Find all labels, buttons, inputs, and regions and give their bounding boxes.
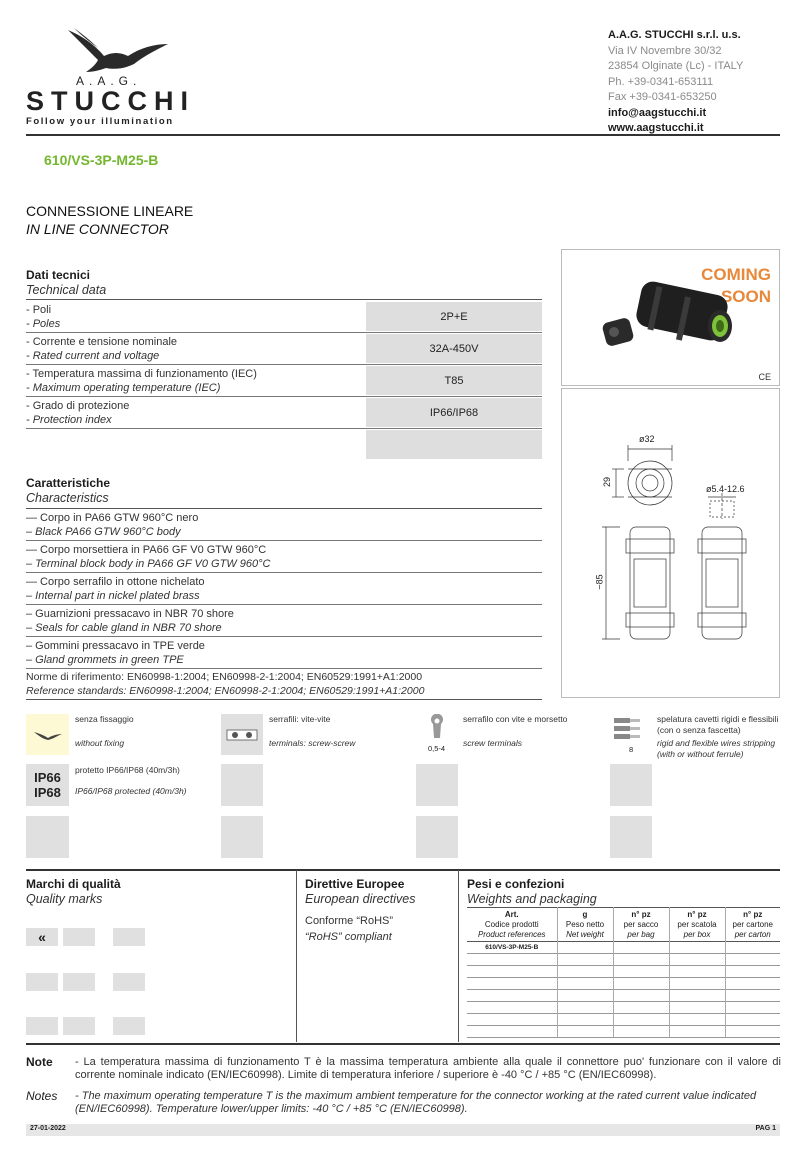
char-row [26, 573, 542, 605]
dim-height: 29 [602, 476, 613, 488]
icon-placeholder [416, 764, 458, 806]
col-carton [725, 908, 780, 942]
tech-label-it: - Poli [26, 304, 52, 316]
email-link[interactable]: info@aagstucchi.it [608, 106, 707, 119]
row-article: 610/VS-3P-M25-B [467, 942, 557, 954]
quality-placeholder [63, 928, 95, 946]
col-box [669, 908, 725, 942]
product-image-box [561, 249, 780, 386]
table-row [467, 966, 780, 978]
tech-value: T85 [366, 366, 542, 395]
header-l2: per box [683, 929, 711, 939]
terminals-icon [221, 714, 263, 755]
quality-placeholder [26, 973, 58, 991]
table-row [467, 978, 780, 990]
ip-rating-icon [26, 764, 69, 806]
chars-title-en: Characteristics [26, 491, 109, 505]
table-row [467, 1014, 780, 1026]
quality-placeholder [63, 1017, 95, 1035]
tech-row-poles [26, 301, 542, 333]
char-it: — Corpo serrafilo in ottone nichelato [26, 576, 205, 588]
product-code: 610/VS-3P-M25-B [44, 152, 159, 168]
tech-value-empty [366, 430, 542, 459]
terminals-label-it: serrafili: vite-vite [269, 714, 331, 724]
quality-title-en: Quality marks [26, 892, 103, 906]
tech-row-temperature [26, 365, 542, 397]
quality-mark-icon: « [26, 928, 58, 946]
char-it: – Guarnizioni pressacavo in NBR 70 shore [26, 608, 234, 620]
header-l1: per cartone [732, 919, 773, 929]
packaging-title-en: Weights and packaging [467, 892, 597, 906]
header-l2: per bag [627, 929, 655, 939]
tech-value: IP66/IP68 [366, 398, 542, 427]
no-fixing-label-en: without fixing [75, 738, 125, 748]
header-l1: Codice prodotti [484, 919, 539, 929]
icon-placeholder [610, 764, 652, 806]
quality-placeholder [63, 973, 95, 991]
ip68-text: IP68 [34, 785, 61, 800]
quality-title-it: Marchi di qualità [26, 877, 121, 891]
table-row [467, 990, 780, 1002]
no-fixing-icon [26, 714, 69, 755]
header-l1: per scatola [677, 919, 717, 929]
rohs-it: Conforme “RoHS” [305, 915, 394, 927]
char-row [26, 509, 542, 541]
char-it: — Corpo in PA66 GTW 960°C nero [26, 512, 199, 524]
company-info [608, 28, 743, 137]
tech-title-en: Technical data [26, 283, 107, 297]
quality-placeholder [113, 973, 145, 991]
header-l2: Product references [477, 929, 546, 939]
quality-placeholder [113, 1017, 145, 1035]
connector-photo-icon [602, 280, 737, 365]
header-bold: Art. [504, 909, 519, 919]
tech-label-en: - Maximum operating temperature (IEC) [26, 382, 221, 394]
notes-divider [26, 1043, 780, 1045]
wire-stripping-icon [610, 714, 652, 755]
char-it: – Gommini pressacavo in TPE verde [26, 640, 205, 652]
footer-date: 27-01-2022 [30, 1125, 66, 1132]
header-bold: n° pz [687, 909, 707, 919]
tech-label-en: - Rated current and voltage [26, 350, 160, 362]
wire-stripping-label-en [657, 738, 775, 760]
header-l1: Peso netto [565, 919, 605, 929]
eagle-small-icon [33, 728, 63, 742]
strip-it-2: (con o senza fascetta) [657, 725, 741, 735]
soon-text: SOON [720, 287, 771, 306]
tech-row-protection [26, 397, 542, 429]
bottom-divider [26, 869, 780, 871]
ip-label-en: IP66/IP68 protected (40m/3h) [75, 786, 187, 796]
char-en: – Seals for cable gland in NBR 70 shore [26, 622, 222, 634]
tech-label-it: - Corrente e tensione nominale [26, 336, 178, 348]
no-fixing-label-it: senza fissaggio [75, 714, 134, 724]
quality-placeholder [26, 1017, 58, 1035]
header-bold: n° pz [743, 909, 763, 919]
strip-en-1: rigid and flexible wires stripping [657, 738, 776, 748]
ce-mark: CE [758, 372, 771, 382]
col-bag [613, 908, 669, 942]
tech-label-en: - Protection index [26, 414, 112, 426]
footer-page: PAG 1 [755, 1125, 776, 1132]
chars-title-it: Caratteristiche [26, 476, 111, 490]
char-en: – Terminal block body in PA66 GF V0 GTW 960°C [26, 558, 271, 570]
reference-standards-it: Norme di riferimento: EN60998-1:2004; EN60998-2-1:2004; EN60529:1991+A1:2000 [26, 671, 423, 683]
directives-title-it: Direttive Europee [305, 877, 405, 891]
vertical-divider-1 [296, 870, 297, 1042]
tech-row-empty [26, 429, 542, 461]
product-title-it: CONNESSIONE LINEARE [26, 203, 194, 219]
screw-terminal-icon [416, 714, 458, 755]
coming-text: COMING [701, 265, 771, 284]
char-en: – Internal part in nickel plated brass [26, 590, 200, 602]
logo-tagline: Follow your illumination [26, 116, 174, 127]
logo-name: STUCCHI [26, 86, 195, 116]
icon-placeholder [221, 816, 263, 858]
header-bold: g [582, 909, 588, 919]
technical-drawing [562, 389, 781, 699]
screw-terminal-label-en: screw terminals [463, 738, 523, 748]
icon-placeholder [221, 764, 263, 806]
table-row [467, 954, 780, 966]
terminals-label-en: terminals: screw-screw [269, 738, 356, 748]
table-row [467, 1002, 780, 1014]
icon-placeholder [26, 816, 69, 858]
stripped-wires-icon [610, 714, 652, 744]
char-it: — Corpo morsettiera in PA66 GF V0 GTW 960°C [26, 544, 267, 556]
reference-standards-en: Reference standards: EN60998-1:2004; EN60998-2-1:2004; EN60529:1991+A1:2000 [26, 685, 425, 697]
screw-terminal-label-it: serrafilo con vite e morsetto [463, 714, 568, 724]
ip66-text: IP66 [34, 770, 61, 785]
tech-title-it: Dati tecnici [26, 268, 91, 282]
chars-bottom-divider [26, 699, 542, 700]
notes-label-it: Note [26, 1055, 53, 1069]
fax: Fax +39-0341-653250 [608, 91, 717, 103]
strip-en-2: (with or without ferrule) [657, 749, 744, 759]
col-weight [557, 908, 613, 942]
technical-drawing-box [561, 388, 780, 698]
tech-divider [26, 299, 542, 300]
eagle-icon [60, 26, 170, 74]
tech-value: 2P+E [366, 302, 542, 331]
header-l2: per carton [734, 929, 771, 939]
packaging-table [467, 907, 780, 1038]
dim-cable: ø5.4-12.6 [706, 484, 745, 494]
screw-screw-icon [226, 728, 258, 742]
char-en: – Gland grommets in green TPE [26, 654, 184, 666]
icon-placeholder [610, 816, 652, 858]
tech-row-current [26, 333, 542, 365]
col-article [467, 908, 557, 942]
company-logo [26, 26, 196, 130]
footer-bar [26, 1124, 780, 1136]
directives-title-en: European directives [305, 892, 416, 906]
char-en: – Black PA66 GTW 960°C body [26, 526, 181, 538]
char-row [26, 605, 542, 637]
table-row [467, 942, 780, 954]
strip-it-1: spelatura cavetti rigidi e flessibili [657, 714, 779, 724]
company-name: A.A.G. STUCCHI s.r.l. u.s. [608, 29, 741, 41]
notes-text-en: - The maximum operating temperature T is the maximum ambient temperature for the connector working at the rated current value indicated (EN/IEC60998). Temperature lower/upper limits: -40 °C / +85 °C (EN/IEC60998). [75, 1090, 757, 1115]
header-l2: Net weight [566, 929, 604, 939]
product-title-en: IN LINE CONNECTOR [26, 221, 169, 237]
address-line-2: 23854 Olginate (Lc) - ITALY [608, 60, 744, 72]
table-row [467, 1026, 780, 1038]
phone: Ph. +39-0341-653111 [608, 75, 714, 88]
notes-text-it: - La temperatura massima di funzionamento T è la massima temperatura ambiente alla quale il connettore puo' funzionare con il valore di corrente nominale indicato (EN/IEC60998). Limite di temperatura inferiore / superiore è -40 °C / +85 °C (EN/IEC60998). [75, 1056, 781, 1081]
website-link[interactable]: www.aagstucchi.it [608, 122, 704, 134]
quality-placeholder [113, 928, 145, 946]
tech-label-en: - Poles [26, 318, 61, 330]
tech-value: 32A-450V [366, 334, 542, 363]
packaging-title-it: Pesi e confezioni [467, 877, 565, 891]
dim-width: ø32 [639, 434, 655, 444]
header-bold: n° pz [631, 909, 651, 919]
screw-range: 0,5-4 [428, 744, 446, 753]
header-l1: per sacco [623, 919, 659, 929]
header-divider [26, 134, 780, 136]
strip-length: 8 [629, 745, 634, 754]
vertical-divider-2 [458, 870, 459, 1042]
ip-label-it: protetto IP66/IP68 (40m/3h) [75, 765, 180, 775]
rohs-en: “RoHS” compliant [305, 931, 392, 943]
address-line-1: Via IV Novembre 30/32 [608, 44, 722, 57]
dim-length: ~85 [594, 574, 605, 590]
tech-label-it: - Temperatura massima di funzionamento (IEC) [26, 368, 257, 380]
wire-stripping-label-it [657, 714, 778, 736]
ring-terminal-icon [416, 714, 458, 744]
char-row [26, 541, 542, 573]
logo-ag: A.A.G. [76, 74, 142, 88]
char-row [26, 637, 542, 669]
notes-label-en: Notes [26, 1089, 58, 1103]
icon-placeholder [416, 816, 458, 858]
tech-label-it: - Grado di protezione [26, 400, 130, 412]
